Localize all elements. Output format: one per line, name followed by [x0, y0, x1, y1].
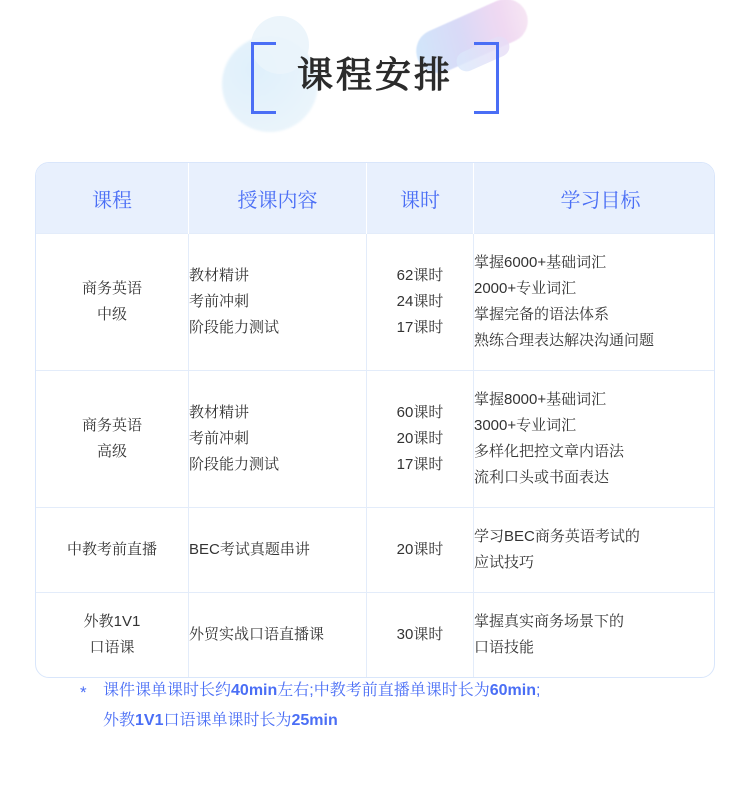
text-line: 阶段能力测试	[189, 456, 280, 473]
cell-course-goal	[474, 508, 716, 593]
cell-course-hours	[367, 508, 474, 593]
cell-course-hours	[367, 234, 474, 371]
text-line: 学习BEC商务英语考试的	[474, 528, 640, 545]
cell-course-goal	[474, 234, 716, 371]
text-line: 17课时	[396, 456, 444, 473]
text-line: 熟练合理表达解决沟通问题	[474, 332, 655, 349]
footnote-emphasis: 25min	[291, 712, 338, 729]
footnote-body	[35, 676, 725, 736]
footnote-text: 左右;中教考前直播单课时长为	[277, 682, 490, 699]
cell-course-name	[36, 371, 189, 508]
footnote-line-2	[103, 706, 725, 736]
text-line: 教材精讲	[189, 267, 250, 284]
text-line: 掌握8000+基础词汇	[474, 391, 607, 408]
footnote	[35, 676, 725, 736]
text-line: 口语课	[89, 639, 135, 656]
cell-course-name	[36, 234, 189, 371]
page-title: 课程安排	[296, 54, 453, 95]
text-line: 考前冲刺	[189, 293, 250, 310]
footnote-emphasis: 1V1	[135, 712, 164, 729]
text-line: 2000+专业词汇	[474, 280, 577, 297]
cell-course-content	[189, 234, 367, 371]
text-line: 30课时	[396, 626, 444, 643]
text-line: 20课时	[396, 541, 444, 558]
footnote-text: 外教	[103, 712, 136, 729]
title-area	[0, 0, 750, 150]
text-line: 掌握真实商务场景下的	[474, 613, 625, 630]
footnote-emphasis: 40min	[231, 682, 278, 699]
cell-course-hours	[367, 593, 474, 678]
text-line: 外贸实战口语直播课	[189, 626, 325, 643]
text-line: 62课时	[396, 267, 444, 284]
column-header-goal: 学习目标	[474, 163, 716, 234]
text-line: 17课时	[396, 319, 444, 336]
footnote-text: 口语课单课时长为	[163, 712, 292, 729]
text-line: 口语技能	[474, 639, 535, 656]
title-bracket	[251, 42, 499, 108]
text-line: 60课时	[396, 404, 444, 421]
table-row	[36, 593, 715, 678]
footnote-text: 课件课单课时长约	[103, 682, 232, 699]
column-header-content: 授课内容	[189, 163, 367, 234]
cell-course-name	[36, 593, 189, 678]
cell-course-goal	[474, 371, 716, 508]
text-line: 高级	[96, 443, 127, 460]
text-line: 中级	[96, 306, 127, 323]
text-line: 20课时	[396, 430, 444, 447]
text-line: 应试技巧	[474, 554, 535, 571]
cell-course-content	[189, 508, 367, 593]
cell-course-hours	[367, 371, 474, 508]
text-line: 阶段能力测试	[189, 319, 280, 336]
column-header-hours: 课时	[367, 163, 474, 234]
table-header-row	[36, 163, 715, 234]
footnote-text: ;	[535, 682, 541, 699]
cell-course-name	[36, 508, 189, 593]
text-line: 考前冲刺	[189, 430, 250, 447]
cell-course-goal	[474, 593, 716, 678]
text-line: 商务英语	[81, 280, 142, 297]
course-table	[36, 163, 715, 677]
table-header	[36, 163, 715, 234]
asterisk-icon: *	[80, 683, 87, 702]
text-line: 掌握完备的语法体系	[474, 306, 610, 323]
text-line: 掌握6000+基础词汇	[474, 254, 607, 271]
text-line: 外教1V1	[83, 613, 141, 630]
table-row	[36, 508, 715, 593]
text-line: BEC考试真题串讲	[189, 541, 310, 558]
column-header-course: 课程	[36, 163, 189, 234]
text-line: 商务英语	[81, 417, 142, 434]
cell-course-content	[189, 593, 367, 678]
text-line: 3000+专业词汇	[474, 417, 577, 434]
text-line: 24课时	[396, 293, 444, 310]
footnote-emphasis: 60min	[489, 682, 536, 699]
table-row	[36, 371, 715, 508]
footnote-line-1	[103, 676, 725, 706]
text-line: 流利口头或书面表达	[474, 469, 610, 486]
table-body	[36, 234, 715, 678]
cell-course-content	[189, 371, 367, 508]
text-line: 教材精讲	[189, 404, 250, 421]
text-line: 多样化把控文章内语法	[474, 443, 625, 460]
text-line: 中教考前直播	[66, 541, 157, 558]
course-table-wrapper	[35, 162, 715, 678]
table-row	[36, 234, 715, 371]
